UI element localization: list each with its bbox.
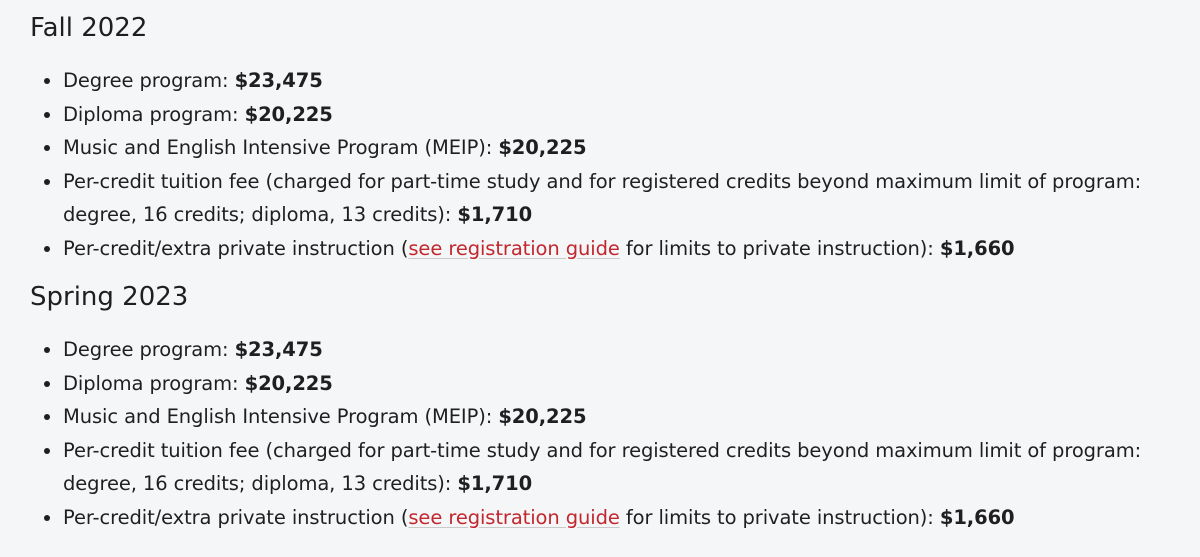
fee-amount: $20,225 [498,136,587,159]
fee-list [30,333,1170,534]
list-item [63,165,1170,232]
fee-amount: $20,225 [244,102,333,126]
fee-amount: $1,710 [457,472,533,495]
fee-label: for limits to private instruction): [619,505,940,529]
list-item [63,232,1170,266]
fee-label: Per-credit tuition fee (charged for part-time study and for registered credits beyond maximum limit of program: degree, 16 credits; diploma, 13 credits): [63,438,1142,495]
section-spring-2023 [30,281,1170,534]
list-item [63,434,1170,501]
list-item [63,501,1170,535]
section-heading: Fall 2022 [30,13,148,43]
fee-label: Degree program: [63,69,235,92]
fee-amount: $1,660 [939,505,1015,529]
fee-label: Music and English Intensive Program (MEIP): [63,405,499,428]
registration-guide-link[interactable]: see registration guide [408,236,620,260]
fee-label: Degree program: [63,338,235,361]
list-item [63,131,1170,165]
fee-amount: $1,710 [457,203,533,226]
list-item [63,400,1170,434]
fee-amount: $20,225 [498,405,587,428]
section-heading: Spring 2023 [30,282,189,312]
fee-label: for limits to private instruction): [619,236,940,260]
fee-label: Per-credit/extra private instruction ( [63,236,409,260]
fee-label: Per-credit/extra private instruction ( [63,505,409,529]
fee-list [30,64,1170,265]
fee-amount: $23,475 [234,69,323,92]
fee-label: Per-credit tuition fee (charged for part-time study and for registered credits beyond maximum limit of program: degree, 16 credits; diploma, 13 credits): [63,169,1142,226]
fee-amount: $20,225 [244,371,333,395]
list-item [63,98,1170,132]
list-item [63,64,1170,98]
registration-guide-link[interactable]: see registration guide [408,505,620,529]
list-item [63,367,1170,401]
fee-amount: $23,475 [234,338,323,361]
section-fall-2022 [30,12,1170,265]
fee-label: Diploma program: [63,371,245,395]
fee-label: Music and English Intensive Program (MEIP): [63,136,499,159]
fee-label: Diploma program: [63,102,245,126]
fee-amount: $1,660 [939,236,1015,260]
list-item [63,333,1170,367]
